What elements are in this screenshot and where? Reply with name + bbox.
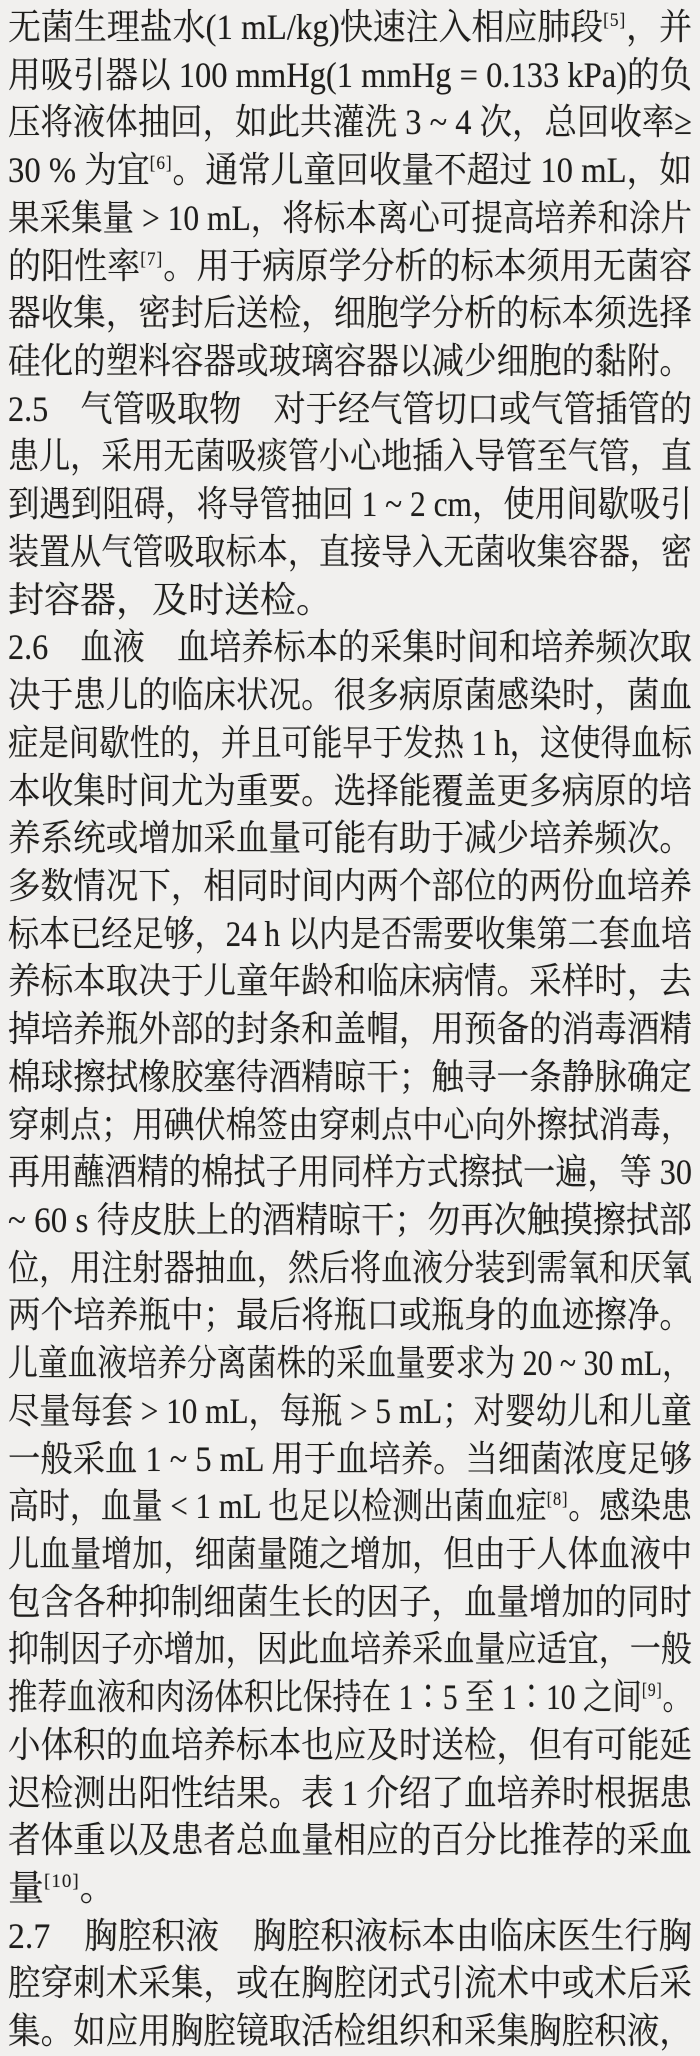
text-run: 用吸引器以 100 mmHg(1 mmHg = 0.133 kPa)的负 [8, 54, 692, 95]
line-text [8, 52, 692, 100]
text-line [8, 1245, 692, 1293]
line-text [8, 481, 692, 529]
text-run: 抑制因子亦增加，因此血培养采血量应适宜，一般 [8, 1629, 692, 1670]
text-run: 本收集时间尤为重要。选择能覆盖更多病原的培 [8, 770, 692, 811]
reference-superscript: [9] [641, 1680, 663, 1702]
text-line [8, 1674, 692, 1722]
line-text [8, 1388, 692, 1436]
text-line [8, 815, 692, 863]
section-2-5-tracheal-aspirate [8, 386, 692, 625]
text-line [8, 1483, 692, 1531]
line-text [8, 433, 692, 481]
text-run: 集。如应用胸腔镜取活检组织和采集胸腔积液， [8, 2011, 692, 2052]
reference-superscript: [6] [149, 153, 173, 175]
text-line [8, 1865, 692, 1913]
text-run: 压将液体抽回，如此共灌洗 3 ~ 4 次，总回收率≥ [8, 102, 692, 143]
text-line [8, 958, 692, 1006]
line-text [8, 1006, 692, 1054]
text-line [8, 768, 692, 816]
line-text [8, 1865, 116, 1913]
section-2-7-pleural-effusion [8, 1913, 692, 2056]
reference-superscript: [8] [546, 1489, 569, 1511]
text-line [8, 338, 692, 386]
text-run: 。通常儿童回收量不超过 10 mL，如 [172, 150, 692, 191]
text-line [8, 1197, 692, 1245]
text-line [8, 4, 692, 52]
text-line [8, 577, 692, 625]
text-run: 果采集量 > 10 mL，将标本离心可提高培养和涂片 [8, 197, 692, 238]
line-text [8, 386, 692, 434]
text-line [8, 195, 692, 243]
text-line [8, 911, 692, 959]
text-line [8, 1436, 692, 1484]
text-line [8, 1054, 692, 1102]
text-line [8, 1626, 692, 1674]
line-text [8, 1960, 692, 2008]
text-run: 。 [79, 1868, 116, 1909]
section-2-6-blood [8, 624, 692, 1912]
text-line [8, 863, 692, 911]
line-text [8, 1626, 692, 1674]
line-text [8, 1102, 692, 1150]
line-text [8, 1674, 692, 1722]
text-run: 患儿，采用无菌吸痰管小心地插入导管至气管，直 [8, 436, 692, 477]
text-line [8, 290, 692, 338]
text-line [8, 1292, 692, 1340]
text-line [8, 147, 692, 195]
line-text [8, 1531, 692, 1579]
text-line [8, 529, 692, 577]
text-run: 掉培养瓶外部的封条和盖帽，用预备的消毒酒精 [8, 1009, 692, 1050]
text-run: 症是间歇性的，并且可能早于发热 1 h，这使得血标 [8, 722, 692, 763]
line-text [8, 911, 692, 959]
text-line [8, 720, 692, 768]
text-run: 养标本取决于儿童年龄和临床病情。采样时，去 [8, 961, 692, 1002]
line-text [8, 624, 692, 672]
line-text [8, 1722, 692, 1770]
text-line [8, 1579, 692, 1627]
line-text [8, 195, 692, 243]
text-run: 棉球擦拭橡胶塞待酒精晾干；触寻一条静脉确定 [8, 1056, 692, 1097]
line-text [8, 1770, 692, 1818]
text-run: 再用蘸酒精的棉拭子用同样方式擦拭一遍，等 30 [8, 1152, 692, 1193]
line-text [8, 1292, 692, 1340]
text-run: ~ 60 s 待皮肤上的酒精晾干；勿再次触摸擦拭部 [8, 1199, 692, 1240]
text-run: 多数情况下，相同时间内两个部位的两份血培养 [8, 865, 692, 906]
text-run: 包含各种抑制细菌生长的因子，血量增加的同时 [8, 1581, 692, 1622]
text-run: ，并 [626, 7, 692, 47]
text-run: 到遇到阻碍，将导管抽回 1 ~ 2 cm，使用间歇吸引 [8, 484, 692, 525]
text-run: 封容器，及时送检。 [8, 579, 333, 620]
line-text [8, 1436, 692, 1484]
text-run: 迟检测出阳性结果。表 1 介绍了血培养时根据患 [8, 1772, 692, 1813]
text-run: 推荐血液和肉汤体积比保持在 1∶5 至 1∶10 之间 [8, 1677, 642, 1718]
line-text [8, 1340, 692, 1388]
text-run: 小体积的血培养标本也应及时送检，但有可能延 [8, 1724, 692, 1765]
text-run: 儿童血液培养分离菌株的采血量要求为 20 ~ 30 mL， [8, 1343, 692, 1384]
text-line [8, 1149, 692, 1197]
section-2-6-heading-line [8, 624, 692, 672]
text-line [8, 2008, 692, 2056]
text-run: 决于患儿的临床状况。很多病原菌感染时，菌血 [8, 675, 692, 716]
line-text [8, 1149, 692, 1197]
text-line [8, 1817, 692, 1865]
text-run: 高时，血量 < 1 mL 也足以检测出菌血症 [8, 1486, 547, 1527]
text-run: 无菌生理盐水(1 mL/kg)快速注入相应肺段 [8, 7, 604, 47]
text-run: 尽量每套 > 10 mL，每瓶 > 5 mL；对婴幼儿和儿童 [8, 1390, 692, 1431]
reference-superscript: [5] [603, 10, 627, 31]
line-text [8, 1579, 692, 1627]
line-text [8, 863, 692, 911]
text-line [8, 99, 692, 147]
line-text [8, 243, 692, 291]
line-text [8, 672, 692, 720]
text-line [8, 672, 692, 720]
text-run: 量 [8, 1868, 45, 1909]
line-text [8, 720, 692, 768]
text-run: 两个培养瓶中；最后将瓶口或瓶身的血迹擦净。 [8, 1295, 692, 1336]
text-line [8, 1340, 692, 1388]
text-line [8, 1531, 692, 1579]
text-run: 硅化的塑料容器或玻璃容器以减少细胞的黏附。 [8, 341, 692, 382]
line-text [8, 338, 692, 386]
text-run: 儿血量增加，细菌量随之增加，但由于人体血液中 [8, 1534, 692, 1574]
line-text [8, 768, 692, 816]
text-line [8, 1388, 692, 1436]
line-text [8, 815, 692, 863]
text-run: 。感染患 [568, 1486, 692, 1527]
text-line [8, 1960, 692, 2008]
text-run: 的阳性率 [8, 245, 141, 286]
reference-superscript: [10] [44, 1871, 80, 1893]
text-run: 养系统或增加采血量可能有助于减少培养频次。 [8, 818, 692, 859]
section-2-5-heading-line [8, 386, 692, 434]
text-line [8, 1722, 692, 1770]
line-text [8, 577, 332, 625]
text-run: 30 % 为宜 [8, 150, 150, 191]
text-line [8, 433, 692, 481]
line-text [8, 1197, 692, 1245]
line-text [8, 1913, 692, 1961]
line-text [8, 147, 692, 195]
line-text [8, 290, 692, 338]
text-line [8, 1006, 692, 1054]
reference-superscript: [7] [140, 248, 164, 270]
text-run: 标本已经足够，24 h 以内是否需要收集第二套血培 [8, 913, 692, 954]
line-text [8, 1483, 692, 1531]
line-text [8, 2008, 692, 2056]
text-run: 2.5 气管吸取物 对于经气管切口或气管插管的 [8, 388, 692, 429]
text-run: 者体重以及患者总血量相应的百分比推荐的采血 [8, 1820, 692, 1861]
text-line [8, 481, 692, 529]
section-2-7-heading-line [8, 1913, 692, 1961]
text-line [8, 243, 692, 291]
text-run: 穿刺点；用碘伏棉签由穿刺点中心向外擦拭消毒， [8, 1104, 692, 1145]
text-run: 。 [662, 1677, 692, 1718]
text-run: 器收集，密封后送检，细胞学分析的标本须选择 [8, 293, 692, 334]
text-run: 一般采血 1 ~ 5 mL 用于血培养。当细菌浓度足够 [8, 1438, 692, 1479]
text-line [8, 1102, 692, 1150]
text-run: 装置从气管吸取标本，直接导入无菌收集容器，密 [8, 531, 692, 572]
line-text [8, 1054, 692, 1102]
text-line [8, 52, 692, 100]
text-run: 位，用注射器抽血，然后将血液分装到需氧和厌氧 [8, 1247, 692, 1288]
line-text [8, 1245, 692, 1293]
line-text [8, 99, 692, 147]
text-run: 。用于病原学分析的标本须用无菌容 [163, 245, 692, 286]
line-text [8, 958, 692, 1006]
text-run: 2.7 胸腔积液 胸腔积液标本由临床医生行胸 [8, 1915, 692, 1956]
text-run: 2.6 血液 血培养标本的采集时间和培养频次取 [8, 627, 692, 668]
text-run: 腔穿刺术采集，或在胸腔闭式引流术中或术后采 [8, 1963, 692, 2004]
line-text [8, 1817, 692, 1865]
paragraph-bal-fluid-continuation [8, 4, 692, 386]
line-text [8, 529, 692, 577]
line-text [8, 4, 692, 52]
text-line [8, 1770, 692, 1818]
